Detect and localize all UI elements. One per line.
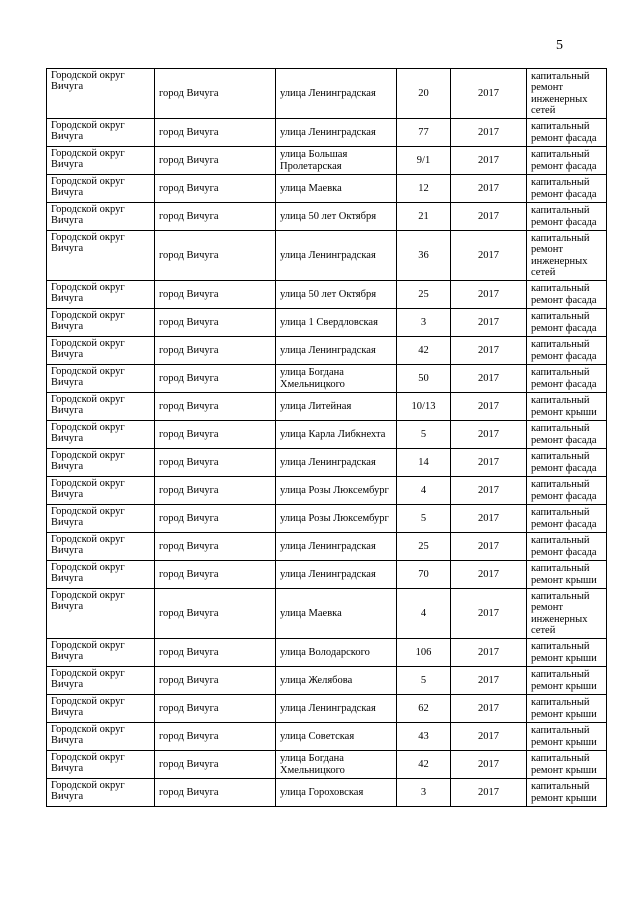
street-cell: улица Советская	[276, 723, 397, 751]
city-cell: город Вичуга	[155, 119, 276, 147]
year-cell: 2017	[451, 561, 527, 589]
city-cell: город Вичуга	[155, 779, 276, 807]
year-cell: 2017	[451, 667, 527, 695]
house-number-cell: 5	[397, 421, 451, 449]
work-type-cell: капитальный ремонт фасада	[527, 365, 607, 393]
street-cell: улица Богдана Хмельницкого	[276, 751, 397, 779]
year-cell: 2017	[451, 505, 527, 533]
year-cell: 2017	[451, 175, 527, 203]
district-cell: Городской округ Вичуга	[47, 337, 155, 365]
district-cell: Городской округ Вичуга	[47, 695, 155, 723]
district-cell: Городской округ Вичуга	[47, 561, 155, 589]
year-cell: 2017	[451, 281, 527, 309]
house-number-cell: 70	[397, 561, 451, 589]
district-cell: Городской округ Вичуга	[47, 69, 155, 119]
district-cell: Городской округ Вичуга	[47, 505, 155, 533]
district-cell: Городской округ Вичуга	[47, 309, 155, 337]
table-row	[47, 147, 607, 175]
street-cell: улица 50 лет Октября	[276, 281, 397, 309]
street-cell: улица Гороховская	[276, 779, 397, 807]
house-number-cell: 50	[397, 365, 451, 393]
table-row	[47, 695, 607, 723]
house-number-cell: 42	[397, 751, 451, 779]
year-cell: 2017	[451, 393, 527, 421]
house-number-cell: 106	[397, 639, 451, 667]
work-type-cell: капитальный ремонт крыши	[527, 667, 607, 695]
table-row	[47, 751, 607, 779]
house-number-cell: 14	[397, 449, 451, 477]
house-number-cell: 36	[397, 231, 451, 281]
city-cell: город Вичуга	[155, 561, 276, 589]
work-type-cell: капитальный ремонт фасада	[527, 449, 607, 477]
page-number: 5	[556, 38, 563, 53]
city-cell: город Вичуга	[155, 723, 276, 751]
city-cell: город Вичуга	[155, 449, 276, 477]
city-cell: город Вичуга	[155, 695, 276, 723]
house-number-cell: 5	[397, 505, 451, 533]
year-cell: 2017	[451, 69, 527, 119]
year-cell: 2017	[451, 365, 527, 393]
district-cell: Городской округ Вичуга	[47, 449, 155, 477]
district-cell: Городской округ Вичуга	[47, 723, 155, 751]
work-type-cell: капитальный ремонт фасада	[527, 309, 607, 337]
city-cell: город Вичуга	[155, 505, 276, 533]
city-cell: город Вичуга	[155, 393, 276, 421]
work-type-cell: капитальный ремонт фасада	[527, 147, 607, 175]
table-row	[47, 309, 607, 337]
street-cell: улица Розы Люксембург	[276, 505, 397, 533]
work-type-cell: капитальный ремонт фасада	[527, 281, 607, 309]
year-cell: 2017	[451, 639, 527, 667]
house-number-cell: 43	[397, 723, 451, 751]
street-cell: улица Ленинградская	[276, 561, 397, 589]
year-cell: 2017	[451, 589, 527, 639]
year-cell: 2017	[451, 203, 527, 231]
house-number-cell: 3	[397, 309, 451, 337]
street-cell: улица Володарского	[276, 639, 397, 667]
work-type-cell: капитальный ремонт крыши	[527, 639, 607, 667]
city-cell: город Вичуга	[155, 175, 276, 203]
city-cell: город Вичуга	[155, 421, 276, 449]
street-cell: улица Ленинградская	[276, 695, 397, 723]
street-cell: улица Ленинградская	[276, 533, 397, 561]
house-number-cell: 4	[397, 477, 451, 505]
city-cell: город Вичуга	[155, 365, 276, 393]
city-cell: город Вичуга	[155, 203, 276, 231]
district-cell: Городской округ Вичуга	[47, 147, 155, 175]
house-number-cell: 25	[397, 281, 451, 309]
work-type-cell: капитальный ремонт фасада	[527, 421, 607, 449]
street-cell: улица Маевка	[276, 589, 397, 639]
district-cell: Городской округ Вичуга	[47, 175, 155, 203]
district-cell: Городской округ Вичуга	[47, 365, 155, 393]
house-number-cell: 25	[397, 533, 451, 561]
street-cell: улица Большая Пролетарская	[276, 147, 397, 175]
street-cell: улица Ленинградская	[276, 69, 397, 119]
table-row	[47, 203, 607, 231]
repair-schedule-table	[46, 68, 607, 807]
year-cell: 2017	[451, 779, 527, 807]
year-cell: 2017	[451, 147, 527, 175]
work-type-cell: капитальный ремонт крыши	[527, 723, 607, 751]
table-row	[47, 477, 607, 505]
year-cell: 2017	[451, 231, 527, 281]
city-cell: город Вичуга	[155, 309, 276, 337]
table-row	[47, 337, 607, 365]
street-cell: улица Карла Либкнехта	[276, 421, 397, 449]
year-cell: 2017	[451, 421, 527, 449]
district-cell: Городской округ Вичуга	[47, 421, 155, 449]
street-cell: улица 1 Свердловская	[276, 309, 397, 337]
city-cell: город Вичуга	[155, 147, 276, 175]
city-cell: город Вичуга	[155, 751, 276, 779]
table-row	[47, 639, 607, 667]
table-row	[47, 119, 607, 147]
district-cell: Городской округ Вичуга	[47, 477, 155, 505]
table-row	[47, 667, 607, 695]
district-cell: Городской округ Вичуга	[47, 779, 155, 807]
house-number-cell: 21	[397, 203, 451, 231]
work-type-cell: капитальный ремонт фасада	[527, 337, 607, 365]
house-number-cell: 12	[397, 175, 451, 203]
district-cell: Городской округ Вичуга	[47, 231, 155, 281]
city-cell: город Вичуга	[155, 281, 276, 309]
year-cell: 2017	[451, 309, 527, 337]
house-number-cell: 5	[397, 667, 451, 695]
work-type-cell: капитальный ремонт крыши	[527, 779, 607, 807]
city-cell: город Вичуга	[155, 337, 276, 365]
work-type-cell: капитальный ремонт фасада	[527, 119, 607, 147]
district-cell: Городской округ Вичуга	[47, 393, 155, 421]
street-cell: улица 50 лет Октября	[276, 203, 397, 231]
house-number-cell: 4	[397, 589, 451, 639]
house-number-cell: 77	[397, 119, 451, 147]
year-cell: 2017	[451, 119, 527, 147]
street-cell: улица Ленинградская	[276, 231, 397, 281]
work-type-cell: капитальный ремонт инженерных сетей	[527, 231, 607, 281]
district-cell: Городской округ Вичуга	[47, 203, 155, 231]
table-row	[47, 231, 607, 281]
table-row	[47, 393, 607, 421]
district-cell: Городской округ Вичуга	[47, 751, 155, 779]
street-cell: улица Желябова	[276, 667, 397, 695]
district-cell: Городской округ Вичуга	[47, 533, 155, 561]
year-cell: 2017	[451, 533, 527, 561]
work-type-cell: капитальный ремонт инженерных сетей	[527, 589, 607, 639]
street-cell: улица Розы Люксембург	[276, 477, 397, 505]
work-type-cell: капитальный ремонт фасада	[527, 477, 607, 505]
work-type-cell: капитальный ремонт фасада	[527, 175, 607, 203]
table-row	[47, 281, 607, 309]
house-number-cell: 62	[397, 695, 451, 723]
table-row	[47, 449, 607, 477]
table-row	[47, 589, 607, 639]
work-type-cell: капитальный ремонт фасада	[527, 533, 607, 561]
city-cell: город Вичуга	[155, 589, 276, 639]
district-cell: Городской округ Вичуга	[47, 119, 155, 147]
work-type-cell: капитальный ремонт крыши	[527, 393, 607, 421]
street-cell: улица Ленинградская	[276, 337, 397, 365]
year-cell: 2017	[451, 695, 527, 723]
year-cell: 2017	[451, 751, 527, 779]
city-cell: город Вичуга	[155, 477, 276, 505]
work-type-cell: капитальный ремонт крыши	[527, 561, 607, 589]
work-type-cell: капитальный ремонт инженерных сетей	[527, 69, 607, 119]
house-number-cell: 3	[397, 779, 451, 807]
year-cell: 2017	[451, 723, 527, 751]
city-cell: город Вичуга	[155, 533, 276, 561]
year-cell: 2017	[451, 477, 527, 505]
house-number-cell: 9/1	[397, 147, 451, 175]
district-cell: Городской округ Вичуга	[47, 667, 155, 695]
table-row	[47, 69, 607, 119]
work-type-cell: капитальный ремонт крыши	[527, 751, 607, 779]
work-type-cell: капитальный ремонт крыши	[527, 695, 607, 723]
street-cell: улица Маевка	[276, 175, 397, 203]
year-cell: 2017	[451, 337, 527, 365]
table-row	[47, 505, 607, 533]
city-cell: город Вичуга	[155, 639, 276, 667]
table-row	[47, 365, 607, 393]
city-cell: город Вичуга	[155, 667, 276, 695]
street-cell: улица Богдана Хмельницкого	[276, 365, 397, 393]
table-row	[47, 779, 607, 807]
table-row	[47, 723, 607, 751]
district-cell: Городской округ Вичуга	[47, 639, 155, 667]
street-cell: улица Ленинградская	[276, 449, 397, 477]
house-number-cell: 10/13	[397, 393, 451, 421]
work-type-cell: капитальный ремонт фасада	[527, 505, 607, 533]
house-number-cell: 20	[397, 69, 451, 119]
house-number-cell: 42	[397, 337, 451, 365]
table-row	[47, 533, 607, 561]
city-cell: город Вичуга	[155, 69, 276, 119]
street-cell: улица Ленинградская	[276, 119, 397, 147]
city-cell: город Вичуга	[155, 231, 276, 281]
work-type-cell: капитальный ремонт фасада	[527, 203, 607, 231]
district-cell: Городской округ Вичуга	[47, 589, 155, 639]
table-row	[47, 175, 607, 203]
table-row	[47, 561, 607, 589]
year-cell: 2017	[451, 449, 527, 477]
table-row	[47, 421, 607, 449]
district-cell: Городской округ Вичуга	[47, 281, 155, 309]
street-cell: улица Литейная	[276, 393, 397, 421]
